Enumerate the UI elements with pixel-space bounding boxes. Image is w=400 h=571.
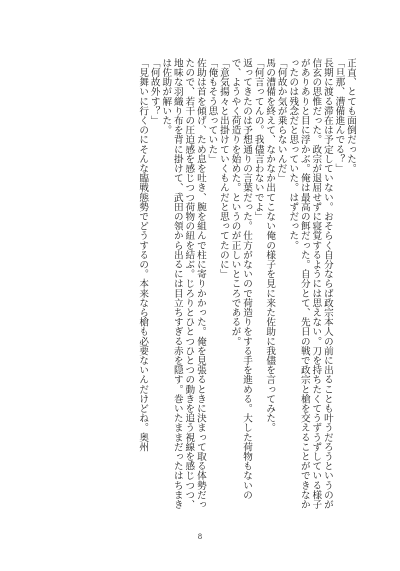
vertical-text-body (44, 58, 356, 513)
paragraph: 「何故か気が乗らないんだ」 (275, 58, 287, 183)
paragraph: 長期に渡る滞在は予定していない。おそらく自分ならば政宗本人の前に出ることも叶うだろうというのが信玄の思惟だった。政宗が退屈せずに寝覚するようには思えない。刀を持ちたくてうずうずしている様子がありありと目に浮かぶ。俺は最高の餌だった。自分とて、先日の戦で政宗と槍を交えることができなかったのは残念だと思っていた。はずだった。 (287, 58, 333, 510)
paragraph: 「何故外す？」 (148, 58, 160, 126)
paragraph: 返ってきたのは予想通りの言葉だった。仕方がないので荷造りをする手を進める。大した荷物もないので、ようやく荷造りを始めた。というのが正しいところであるが。 (229, 58, 253, 500)
paragraph: 正直、とても面倒だった。 (345, 58, 356, 174)
paragraph: 馬の漕備を終えて、なかなか出てこない俺の様子を見に来た佐助に我儘を言ってみた。 (264, 58, 276, 433)
page-number: 8 (197, 533, 203, 541)
paragraph: 「意気揚々と出掛けていくもんだと思ってたのに」 (217, 58, 229, 279)
paragraph: 「何言ってんの。我儘言わないでよ」 (252, 58, 264, 222)
paragraph: 「旦那、漕備進んでる？」 (333, 58, 345, 174)
paragraph: 「見舞いに行くのにそんな臨戦態勢でどうするの。本来なら槍も必要ないんだけどね。奥州 (137, 58, 149, 452)
paragraph: 「俺もそう思っていた」 (206, 58, 218, 164)
paragraph: 佐助は首を傾げ、ため息を吐き、腕を組んで柱に寄りかかった。俺を見張るときに決まって取る体勢だったので、若干の圧迫感を感じつつ荷物の紐を結ぶ。じろりとひとつひとつの動きを追う視線を感じつつ、地味な羽織り布を背に掛けて、武田の領から出るには目立ちすぎる赤を隠す。巻いたままだったはちまきは佐助が解いた。 (160, 58, 206, 510)
